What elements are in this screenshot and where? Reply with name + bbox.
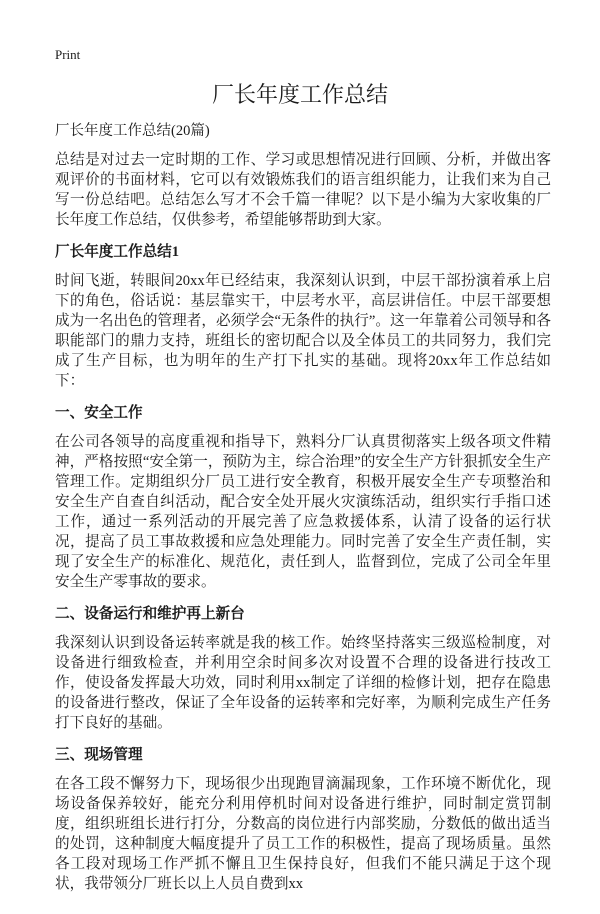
section-heading: 二、设备运行和维护再上新台 [55,606,245,622]
section-heading: 厂长年度工作总结1 [55,244,180,260]
print-link[interactable]: Print [55,47,81,62]
section-body: 在各工段不懈努力下，现场很少出现跑冒滴漏现象，工作环境不断优化，现场设备保养较好，能充分利用停机时间对设备进行维护，同时制定赏罚制度，组织班组长进行打分，分数高的岗位进行内部奖励，分数低的做出适当的处罚，这种制度大幅度提升了员工工作的积极性，提高了现场质量。虽然各工段对现场工作严抓不懈且卫生保持良好，但我们不能只满足于这个现状，我带领分厂班长以上人员自费到xx [55,776,551,892]
intro-paragraph: 总结是对过去一定时期的工作、学习或思想情况进行回顾、分析，并做出客观评价的书面材料，它可以有效锻炼我们的语言组织能力，让我们来为自己写一份总结吧。总结怎么写才不会千篇一律呢？以下是小编为大家收集的厂长年度工作总结，仅供参考，希望能够帮助到大家。 [55,152,551,228]
section-body: 我深刻认识到设备运转率就是我的核工作。始终坚持落实三级巡检制度，对设备进行细致检查，并利用空余时间多次对设置不合理的设备进行技改工作，使设备发挥最大功效，同时利用xx制定了详细的检修计划，把存在隐患的设备进行整改，保证了全年设备的运转率和完好率，为顺利完成生产任务打下良好的基础。 [55,635,551,731]
section-heading: 三、现场管理 [55,747,143,763]
section-heading: 一、安全工作 [55,405,143,421]
page-title: 厂长年度工作总结 [211,83,388,108]
section-body: 时间飞逝，转眼间20xx年已经结束，我深刻认识到，中层干部扮演着承上启下的角色，俗话说：基层靠实干，中层考水平，高层讲信任。中层干部要想成为一名出色的管理者，必须学会“无条件的执行”。这一年靠着公司领导和各职能部门的鼎力支持，班组长的密切配合以及全体员工的共同努力，我们完成了生产目标，也为明年的生产打下扎实的基础。现将20xx年工作总结如下： [55,273,551,389]
document-subtitle: 厂长年度工作总结(20篇) [55,123,210,139]
section-body: 在公司各领导的高度重视和指导下，熟料分厂认真贯彻落实上级各项文件精神，严格按照“安全第一，预防为主，综合治理”的安全生产方针狠抓安全生产管理工作。定期组织分厂员工进行安全教育，积极开展安全生产专项整治和安全生产自查自纠活动，配合安全处开展火灾演练活动，组织实行手指口述工作，通过一系列活动的开展完善了应急救援体系，认清了设备的运行状况，提高了员工事故救援和应急处理能力。同时完善了安全生产责任制，实现了安全生产的标准化、规范化，责任到人，监督到位，完成了公司全年里安全生产零事故的要求。 [55,434,551,590]
